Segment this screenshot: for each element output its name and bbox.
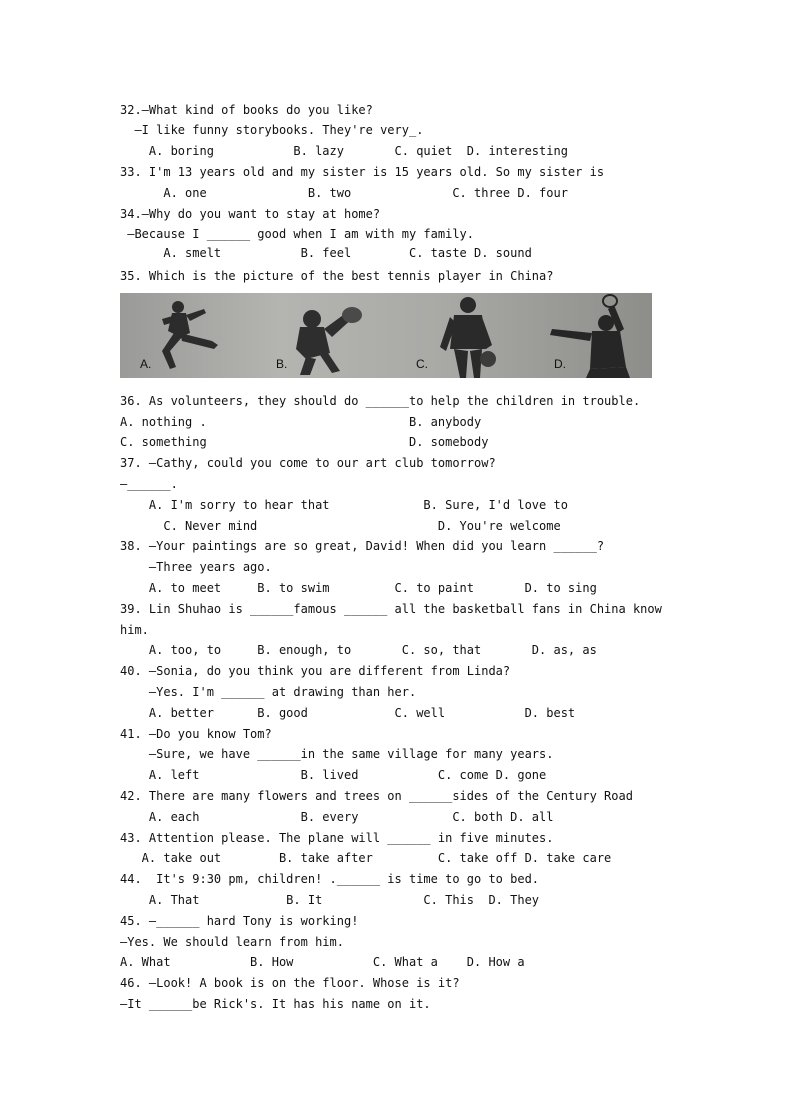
q36-options-1: A. nothing . B. anybody [120,415,482,429]
q37-line-2: —______. [120,477,178,491]
q39-line-2: him. [120,623,149,637]
q45-line-1: 45. —______ hard Tony is working! [120,914,359,928]
q45-line-2: —Yes. We should learn from him. [120,935,344,949]
q39-line-1: 39. Lin Shuhao is ______famous ______ all the basketball fans in China know [120,602,662,616]
athletes-illustration [120,293,652,378]
q37-line-1: 37. —Cathy, could you come to our art club tomorrow? [120,456,496,470]
q36-line-1: 36. As volunteers, they should do ______to help the children in trouble. [120,394,641,408]
q37-options-1: A. I'm sorry to hear that B. Sure, I'd love to [120,498,568,512]
picture-label-c: C. [416,357,428,371]
q34-line-1: 34.—Why do you want to stay at home? [120,207,381,221]
q32-options: A. boring B. lazy C. quiet D. interesting [120,144,568,158]
q34-line-2: —Because I ______ good when I am with my family. [120,227,475,241]
sports-picture-strip [120,293,652,378]
q39-options: A. too, to B. enough, to C. so, that D. as, as [120,643,597,657]
q45-options: A. What B. How C. What a D. How a [120,955,525,969]
basketball-player-figure [440,297,496,378]
q38-line-2: —Three years ago. [120,560,272,574]
q33-options: A. one B. two C. three D. four [120,186,568,200]
q40-line-1: 40. —Sonia, do you think you are different from Linda? [120,664,511,678]
q38-options: A. to meet B. to swim C. to paint D. to sing [120,581,597,595]
q44-options: A. That B. It C. This D. They [120,893,540,907]
q34-options: A. smelt B. feel C. taste D. sound [120,246,532,260]
hurdler-figure [162,301,218,369]
q41-line-2: —Sure, we have ______in the same village for many years. [120,747,554,761]
q44-line-1: 44. It's 9:30 pm, children! .______ is time to go to bed. [120,872,540,886]
q37-options-2: C. Never mind D. You're welcome [120,519,561,533]
q42-options: A. each B. every C. both D. all [120,810,554,824]
q46-line-2: —It ______be Rick's. It has his name on it. [120,997,431,1011]
q40-line-2: —Yes. I'm ______ at drawing than her. [120,685,417,699]
q43-options: A. take out B. take after C. take off D. take care [120,851,612,865]
q32-line-1: 32.—What kind of books do you like? [120,103,373,117]
q43-line-1: 43. Attention please. The plane will ______ in five minutes. [120,831,554,845]
q33-line-1: 33. I'm 13 years old and my sister is 15 years old. So my sister is [120,165,605,179]
q41-options: A. left B. lived C. come D. gone [120,768,547,782]
q42-line-1: 42. There are many flowers and trees on ______sides of the Century Road [120,789,633,803]
q32-line-2: —I like funny storybooks. They're very_. [120,123,424,137]
q41-line-1: 41. —Do you know Tom? [120,727,272,741]
picture-label-b: B. [276,357,288,371]
q40-options: A. better B. good C. well D. best [120,706,576,720]
q35-line-1: 35. Which is the picture of the best tennis player in China? [120,269,554,283]
q38-line-1: 38. —Your paintings are so great, David! When did you learn ______? [120,539,605,553]
q46-line-1: 46. —Look! A book is on the floor. Whose is it? [120,976,460,990]
q36-options-2: C. something D. somebody [120,435,489,449]
picture-label-a: A. [140,357,152,371]
ball-player-figure [296,307,362,375]
picture-label-d: D. [554,357,566,371]
